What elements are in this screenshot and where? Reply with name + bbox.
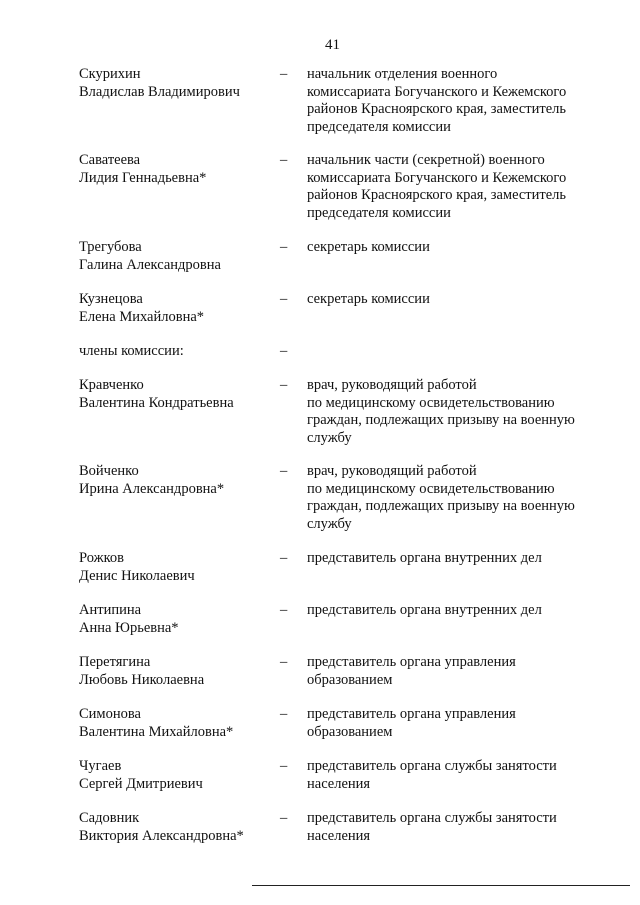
member-role xyxy=(307,758,607,793)
member-given-names: Анна Юрьевна* xyxy=(79,619,179,636)
dash-separator: – xyxy=(280,654,288,670)
page-number: 41 xyxy=(325,37,340,53)
dash-separator: – xyxy=(280,706,288,722)
role-line: представитель органа внутренних дел xyxy=(307,550,542,566)
member-given-names: Денис Николаевич xyxy=(79,567,195,584)
member-surname: Кузнецова xyxy=(79,291,143,307)
member-name xyxy=(79,706,269,741)
role-line: населения xyxy=(307,775,371,792)
member-role xyxy=(307,152,607,222)
role-line: врач, руководящий работой xyxy=(307,377,477,393)
member-role xyxy=(307,377,607,447)
role-line: председателя комиссии xyxy=(307,204,451,221)
member-given-names: Елена Михайловна* xyxy=(79,308,205,325)
member-role xyxy=(307,810,607,845)
role-line: по медицинскому освидетельствованию xyxy=(307,394,555,411)
member-surname: Саватеева xyxy=(79,152,141,168)
dash-separator: – xyxy=(280,377,288,393)
member-name xyxy=(79,66,269,101)
member-name xyxy=(79,602,269,637)
member-given-names: Ирина Александровна* xyxy=(79,480,225,497)
member-role xyxy=(307,239,607,257)
member-given-names: Галина Александровна xyxy=(79,256,221,273)
member-surname: Симонова xyxy=(79,706,141,722)
role-line: районов Красноярского края, заместитель xyxy=(307,187,567,203)
role-line: граждан, подлежащих призыву на военную xyxy=(307,498,575,514)
dash-separator: – xyxy=(280,291,288,307)
member-surname: Трегубова xyxy=(79,239,142,255)
role-line: секретарь комиссии xyxy=(307,239,430,255)
member-name xyxy=(79,654,269,689)
member-given-names: Сергей Дмитриевич xyxy=(79,775,203,792)
role-line: представитель органа управления xyxy=(307,706,516,722)
members-label-text: члены комиссии: xyxy=(79,343,184,359)
role-line: образованием xyxy=(307,723,393,740)
role-line: представитель органа управления xyxy=(307,654,516,670)
member-surname: Садовник xyxy=(79,810,140,826)
role-line: представитель органа службы занятости xyxy=(307,810,557,826)
member-name xyxy=(79,152,269,187)
role-line: председателя комиссии xyxy=(307,118,451,135)
member-role xyxy=(307,550,607,568)
member-surname: Перетягина xyxy=(79,654,151,670)
member-name xyxy=(79,291,269,326)
role-line: образованием xyxy=(307,671,393,688)
role-line: населения xyxy=(307,827,371,844)
dash-separator: – xyxy=(280,152,288,168)
role-line: представитель органа службы занятости xyxy=(307,758,557,774)
member-surname: Войченко xyxy=(79,463,139,479)
dash-separator: – xyxy=(280,239,288,255)
member-name xyxy=(79,377,269,412)
role-line: комиссариата Богучанского и Кежемского xyxy=(307,169,567,186)
member-role xyxy=(307,66,607,136)
member-surname: Скурихин xyxy=(79,66,141,82)
member-role xyxy=(307,654,607,689)
member-surname: Антипина xyxy=(79,602,142,618)
role-line: комиссариата Богучанского и Кежемского xyxy=(307,83,567,100)
role-line: службу xyxy=(307,429,352,446)
dash-separator: – xyxy=(280,343,288,359)
member-given-names: Валентина Кондратьевна xyxy=(79,394,234,411)
member-surname: Рожков xyxy=(79,550,125,566)
bottom-rule xyxy=(252,885,630,886)
member-name xyxy=(79,758,269,793)
member-role xyxy=(307,291,607,309)
member-name xyxy=(79,463,269,498)
role-line: начальник части (секретной) военного xyxy=(307,152,545,168)
member-role xyxy=(307,706,607,741)
member-surname: Кравченко xyxy=(79,377,144,393)
member-surname: Чугаев xyxy=(79,758,122,774)
member-name xyxy=(79,239,269,274)
member-given-names: Виктория Александровна* xyxy=(79,827,244,844)
role-line: секретарь комиссии xyxy=(307,291,430,307)
member-given-names: Лидия Геннадьевна* xyxy=(79,169,207,186)
dash-separator: – xyxy=(280,602,288,618)
member-given-names: Владислав Владимирович xyxy=(79,83,240,100)
dash-separator: – xyxy=(280,463,288,479)
dash-separator: – xyxy=(280,810,288,826)
member-given-names: Валентина Михайловна* xyxy=(79,723,234,740)
member-name xyxy=(79,810,269,845)
member-role xyxy=(307,602,607,620)
dash-separator: – xyxy=(280,550,288,566)
role-line: начальник отделения военного xyxy=(307,66,498,82)
role-line: районов Красноярского края, заместитель xyxy=(307,101,567,117)
dash-separator: – xyxy=(280,66,288,82)
members-label xyxy=(79,343,269,361)
role-line: по медицинскому освидетельствованию xyxy=(307,480,555,497)
role-line: граждан, подлежащих призыву на военную xyxy=(307,412,575,428)
member-role xyxy=(307,463,607,533)
member-name xyxy=(79,550,269,585)
role-line: службу xyxy=(307,515,352,532)
role-line: врач, руководящий работой xyxy=(307,463,477,479)
member-given-names: Любовь Николаевна xyxy=(79,671,205,688)
role-line: представитель органа внутренних дел xyxy=(307,602,542,618)
dash-separator: – xyxy=(280,758,288,774)
